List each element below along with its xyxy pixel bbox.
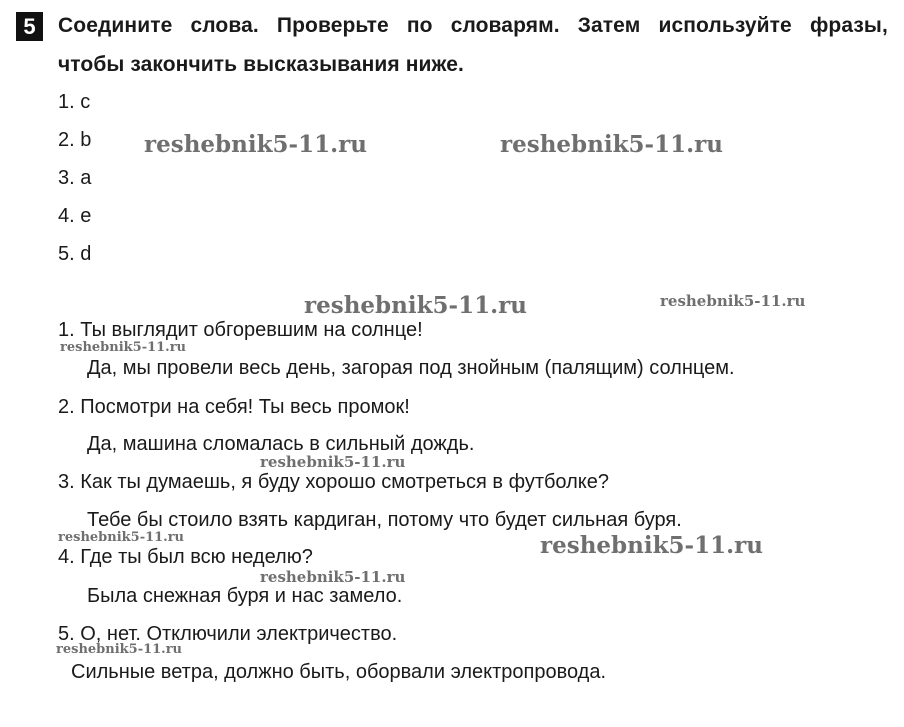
dialogue-4-question: 4. Где ты был всю неделю?: [58, 546, 313, 568]
instruction-word: Соедините: [58, 14, 173, 37]
watermark: reshebnik5-11.ru: [500, 131, 723, 158]
dialogue-2-question: 2. Посмотри на себя! Ты весь промок!: [58, 396, 410, 418]
match-answer-2: 2. b: [58, 129, 92, 151]
watermark: reshebnik5-11.ru: [60, 340, 187, 355]
dialogue-5-answer: Сильные ветра, должно быть, оборвали электропровода.: [71, 661, 607, 683]
instruction-word: словарям.: [450, 14, 560, 37]
exercise-number-badge: [16, 12, 43, 41]
instruction-line-1: [58, 14, 888, 38]
watermark: reshebnik5-11.ru: [58, 530, 185, 545]
watermark: reshebnik5-11.ru: [540, 532, 763, 559]
watermark: reshebnik5-11.ru: [260, 568, 406, 586]
watermark: reshebnik5-11.ru: [56, 642, 183, 657]
watermark: reshebnik5-11.ru: [260, 453, 406, 471]
instruction-word: по: [406, 14, 433, 37]
watermark: reshebnik5-11.ru: [304, 292, 527, 319]
exercise-number: 5: [23, 13, 36, 39]
match-answer-3: 3. a: [58, 167, 92, 189]
instruction-word: Затем: [577, 14, 641, 37]
match-answer-5: 5. d: [58, 243, 92, 265]
dialogue-5-question: 5. О, нет. Отключили электричество.: [58, 623, 398, 645]
instruction-word: используйте: [658, 14, 792, 37]
dialogue-3-answer: Тебе бы стоило взять кардиган, потому что будет сильная буря.: [87, 509, 682, 531]
instruction-word: Проверьте: [276, 14, 389, 37]
dialogue-1-answer: Да, мы провели весь день, загорая под знойным (палящим) солнцем.: [87, 357, 735, 379]
instruction-line-2: чтобы закончить высказывания ниже.: [58, 53, 464, 76]
dialogue-4-answer: Была снежная буря и нас замело.: [87, 585, 403, 607]
dialogue-3-question: 3. Как ты думаешь, я буду хорошо смотреться в футболке?: [58, 471, 610, 493]
instruction-word: слова.: [190, 14, 259, 37]
watermark: reshebnik5-11.ru: [660, 292, 806, 310]
watermark: reshebnik5-11.ru: [144, 131, 367, 158]
dialogue-2-answer: Да, машина сломалась в сильный дождь.: [87, 433, 475, 455]
instruction-word: фразы,: [809, 14, 888, 37]
match-answer-1: 1. c: [58, 91, 91, 113]
match-answer-4: 4. e: [58, 205, 92, 227]
dialogue-1-question: 1. Ты выглядит обгоревшим на солнце!: [58, 319, 423, 341]
